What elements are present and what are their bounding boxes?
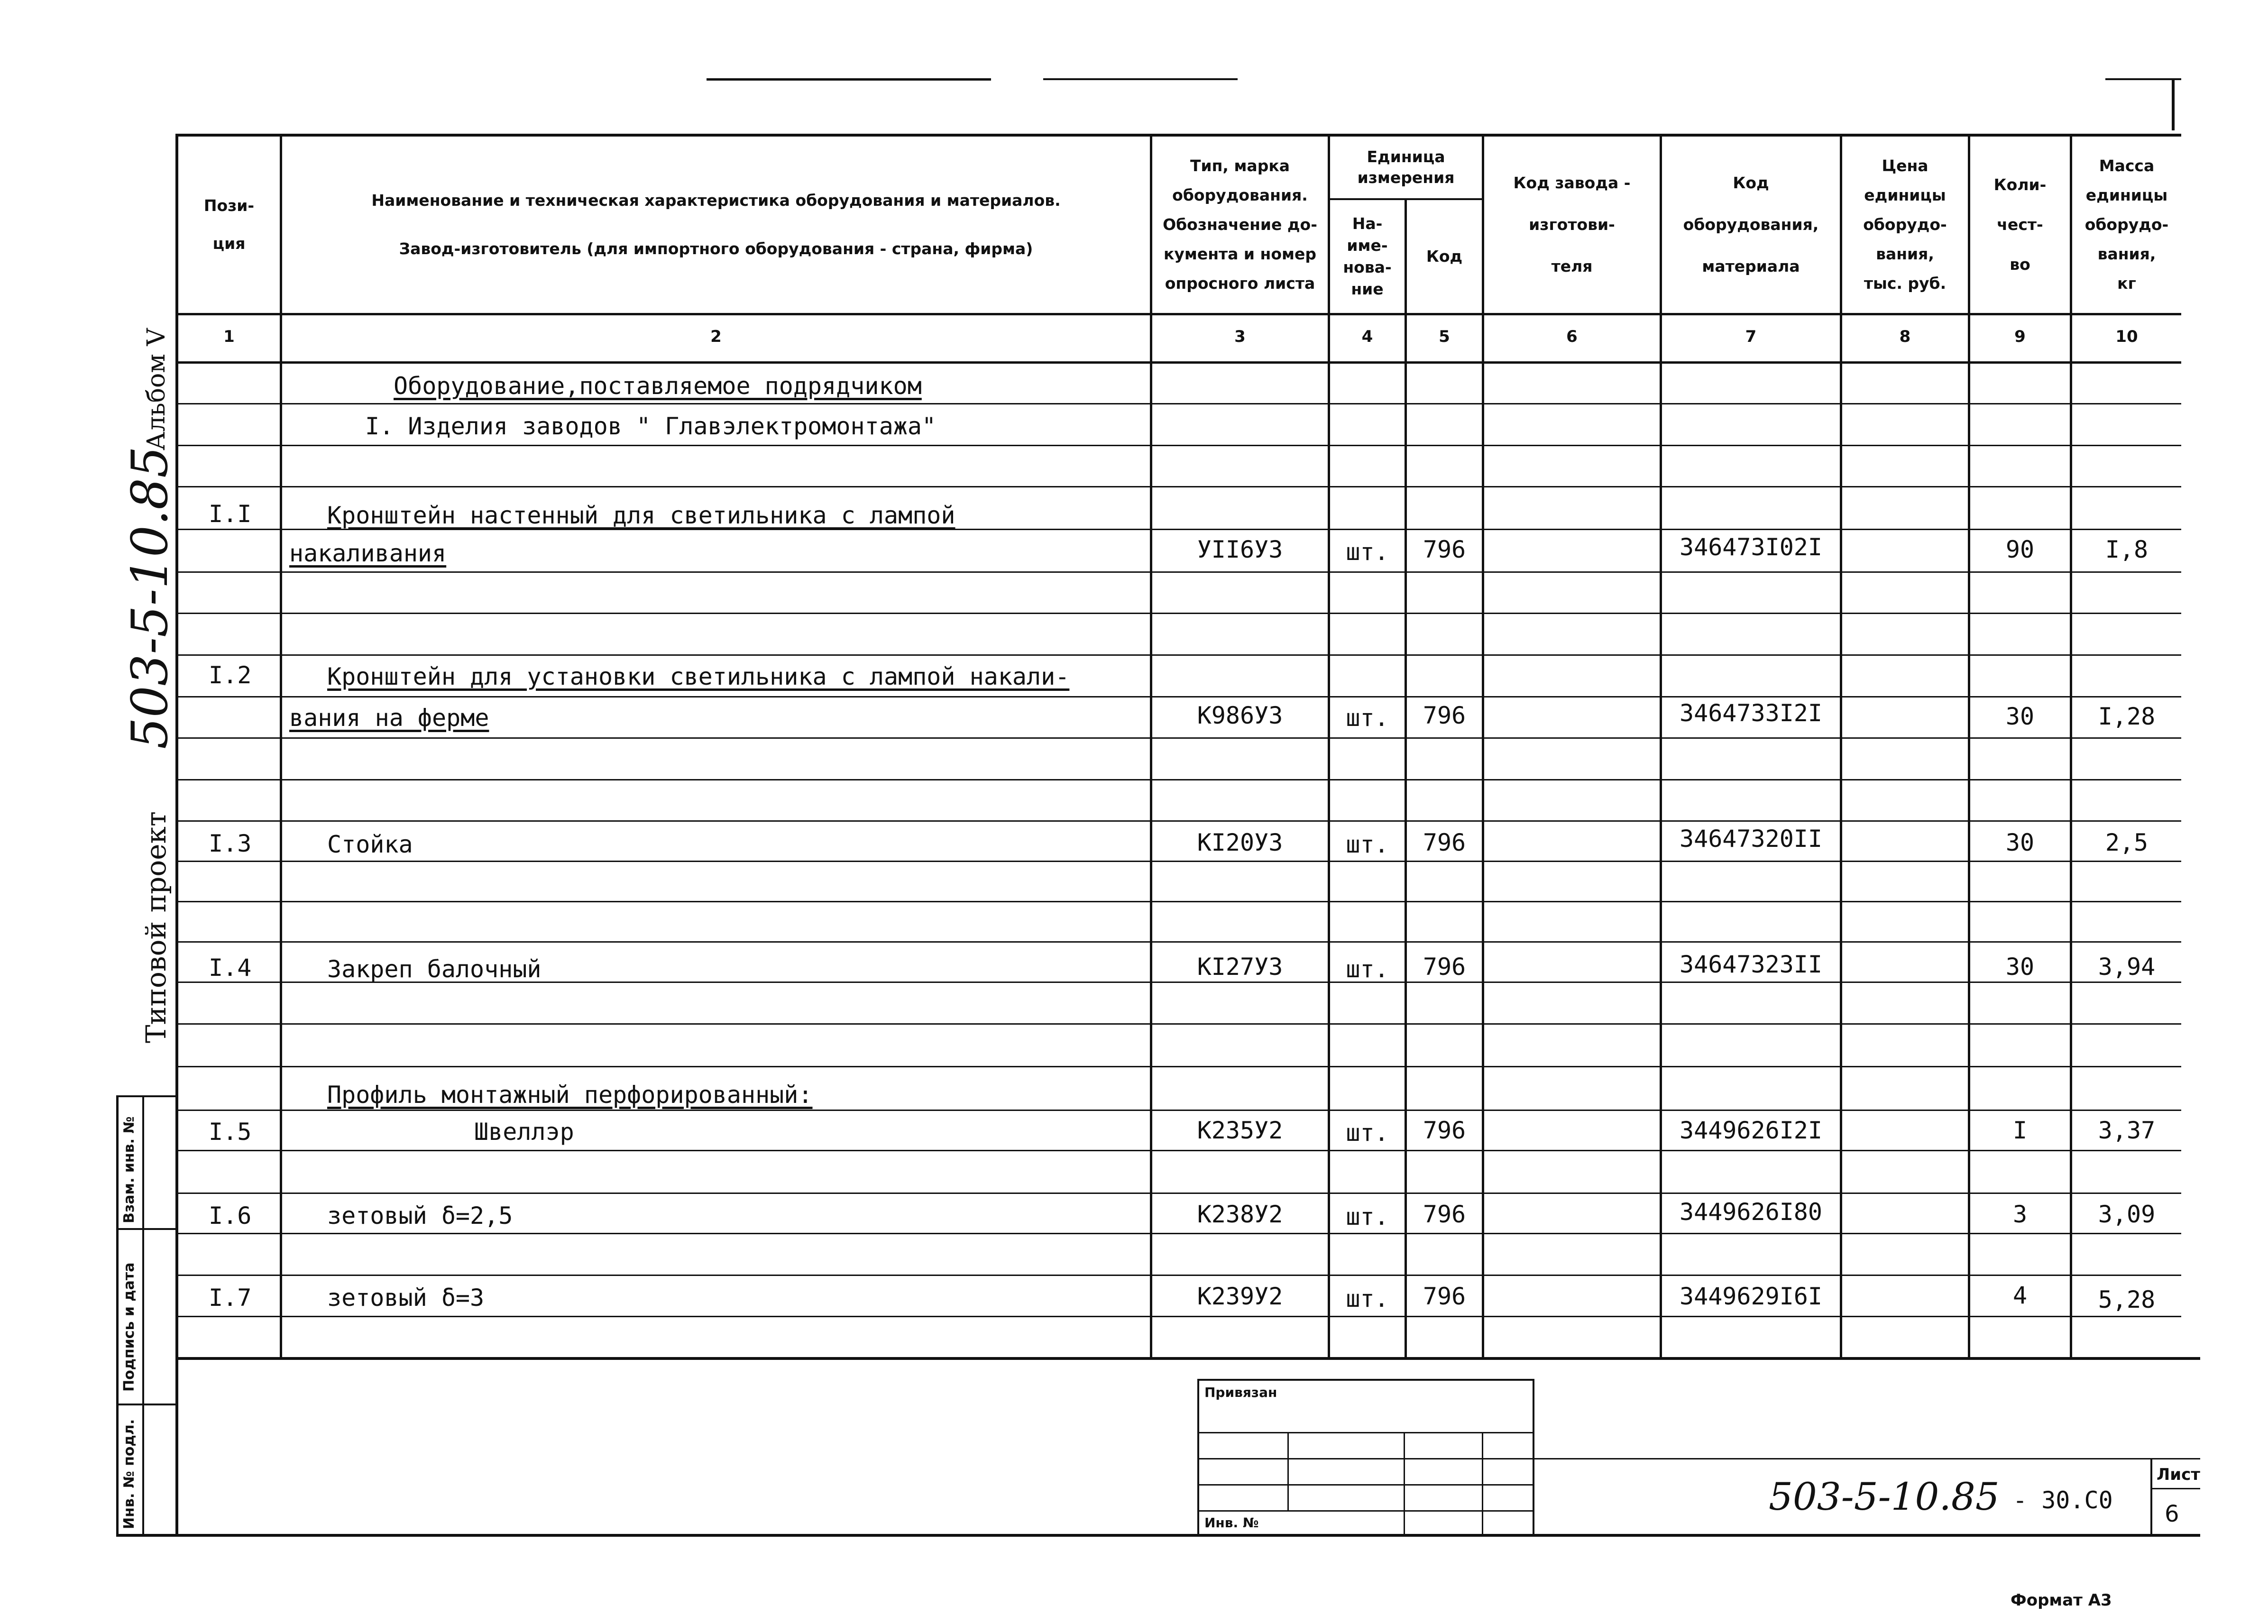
row-line [175, 1110, 2181, 1111]
vline-7 [1840, 134, 1842, 1358]
row-equipment-code: 346473I02I [1679, 533, 1823, 561]
side-frame-left [116, 1095, 119, 1536]
header-col10: Масса единицы оборудо- вания, кг [2084, 156, 2169, 293]
row-unit-code: 796 [1423, 702, 1466, 729]
col-number: 1 [223, 327, 235, 346]
row-position: I.6 [209, 1202, 252, 1229]
row-unit: шт. [1346, 1119, 1389, 1147]
row-line [175, 1275, 2181, 1276]
subsection-title: I. Изделия заводов " Главэлектромонтажа" [365, 413, 937, 440]
row-quantity: I [2012, 1117, 2028, 1144]
stamp-row [1197, 1458, 1534, 1459]
row-position: I.7 [209, 1284, 252, 1312]
header-bottom [175, 313, 2181, 315]
row-line [175, 1066, 2181, 1067]
header-col3: Тип, марка оборудования. Обозначение до- кумента и номер опросного листа [1163, 156, 1317, 293]
row-line [175, 941, 2181, 943]
row-position: I.2 [209, 661, 252, 689]
top-rule-2 [1043, 78, 1238, 80]
row-unit: шт. [1346, 831, 1389, 858]
header-col9: Коли- чест- во [1993, 175, 2047, 274]
row-equipment-code: 34647320II [1679, 825, 1823, 853]
row-mass: I,28 [2098, 703, 2156, 730]
row-type: К238У2 [1197, 1201, 1283, 1228]
header-col1: Пози- ция [203, 196, 255, 253]
stamp-box-right [1533, 1379, 1534, 1535]
row-mass: I,8 [2105, 536, 2149, 563]
vline-9 [2070, 134, 2072, 1358]
sheet-label: Лист [2157, 1465, 2200, 1484]
side-split-2 [116, 1404, 178, 1405]
col-number: 10 [2115, 327, 2138, 346]
row-quantity: 4 [2012, 1282, 2028, 1309]
format-label: Формат А3 [2011, 1591, 2112, 1610]
header-col8: Цена единицы оборудо- вания, тыс. руб. [1863, 156, 1947, 293]
row-line [175, 1150, 2181, 1151]
row-line [175, 403, 2181, 404]
row-unit-code: 796 [1423, 1201, 1466, 1228]
vline-5 [1482, 134, 1484, 1358]
row-line [175, 445, 2181, 446]
sheet-number: 6 [2165, 1501, 2179, 1527]
side-code-handwritten: 503-5-10.85 [121, 446, 179, 749]
row-name-line2: накаливания [289, 540, 447, 567]
row-equipment-code: 3449626I80 [1679, 1198, 1823, 1226]
row-line [175, 571, 2181, 573]
row-unit-code: 796 [1423, 1117, 1466, 1144]
stamp-privyazan: Привязан [1204, 1385, 1277, 1400]
top-rule-1 [707, 78, 991, 81]
row-position: I.3 [209, 830, 252, 857]
row-quantity: 30 [2005, 829, 2035, 856]
vline-1 [280, 134, 282, 1358]
row-name-line2: вания на ферме [289, 704, 489, 732]
stamp-inv-no: Инв. № [1204, 1515, 1259, 1531]
row-mass: 5,28 [2098, 1286, 2156, 1313]
row-unit-code: 796 [1423, 536, 1466, 563]
row-type: К235У2 [1197, 1117, 1283, 1144]
vline-6 [1660, 134, 1662, 1358]
frame-bottom [116, 1534, 2200, 1537]
col-number: 3 [1234, 327, 1246, 346]
side-frame-top [116, 1095, 178, 1097]
top-corner-h [2105, 78, 2181, 80]
row-line [175, 696, 2181, 697]
row-unit: шт. [1346, 955, 1389, 983]
row-quantity: 90 [2005, 536, 2035, 563]
stamp-box-left [1197, 1379, 1199, 1535]
title-line [1534, 1458, 2200, 1459]
row-line [175, 654, 2181, 656]
row-line [175, 820, 2181, 822]
col-number: 7 [1745, 327, 1757, 346]
vline-3 [1328, 134, 1330, 1358]
sheet-box-split [2150, 1488, 2200, 1489]
row-line [175, 737, 2181, 739]
doc-suffix: - 30.С0 [2013, 1486, 2113, 1514]
row-type: КI27У3 [1197, 953, 1283, 981]
row-mass: 2,5 [2105, 829, 2149, 856]
header-col4: На- име- нова- ние [1343, 214, 1392, 298]
row-quantity: 3 [2012, 1201, 2028, 1228]
stamp-col [1287, 1432, 1289, 1510]
header-col7: Код оборудования, материала [1683, 174, 1819, 275]
row-equipment-code: 3449626I2I [1679, 1117, 1823, 1144]
col-number: 5 [1439, 327, 1450, 346]
row-line [175, 613, 2181, 614]
numbers-bottom [175, 361, 2181, 364]
row-type: КI20У3 [1197, 829, 1283, 856]
side-inv: Инв. № подл. [121, 1419, 138, 1529]
header-col6: Код завода - изготови- теля [1513, 174, 1631, 275]
col-number: 8 [1899, 327, 1911, 346]
row-name: Закреп балочный [327, 955, 542, 983]
row-quantity: 30 [2005, 703, 2035, 730]
row-unit-code: 796 [1423, 953, 1466, 981]
row-name: Стойка [327, 831, 413, 858]
top-corner-v [2172, 78, 2175, 130]
section-title: Оборудование,поставляемое подрядчиком [394, 372, 922, 400]
doc-number-handwritten: 503-5-10.85 [1769, 1475, 2000, 1519]
side-album: Альбом V [142, 328, 171, 450]
row-line [175, 1233, 2181, 1234]
col-number: 9 [2014, 327, 2026, 346]
vline-2 [1150, 134, 1152, 1358]
side-frame-mid [142, 1095, 144, 1536]
header-col2-line2: Завод-изготовитель (для импортного оборудования - страна, фирма) [399, 239, 1033, 258]
stamp-row [1197, 1432, 1534, 1433]
row-name-line1: Кронштейн для установки светильника с лампой накали- [327, 663, 1070, 690]
row-mass: 3,94 [2098, 953, 2156, 981]
side-split-1 [116, 1228, 178, 1230]
table-bottom [175, 1357, 2200, 1360]
row-line [175, 861, 2181, 862]
row-position: I.I [209, 500, 252, 528]
stamp-row [1197, 1510, 1534, 1512]
stamp-col [1404, 1432, 1405, 1534]
col-number: 2 [710, 327, 722, 346]
header-unit-group: Единица измерения [1357, 147, 1455, 187]
vline-4 [1405, 198, 1407, 1358]
profile-title: Профиль монтажный перфорированный: [327, 1081, 813, 1109]
row-equipment-code: 3449629I6I [1679, 1283, 1823, 1310]
row-quantity: 30 [2005, 953, 2035, 981]
row-line [175, 1193, 2181, 1194]
row-name: зетовый δ=3 [327, 1284, 485, 1312]
row-unit: шт. [1346, 1203, 1389, 1230]
header-col2 [282, 137, 1150, 313]
stamp-box-top [1197, 1379, 1534, 1381]
col-number: 4 [1361, 327, 1373, 346]
row-name: Швеллэр [474, 1118, 574, 1146]
col-number: 6 [1566, 327, 1578, 346]
row-name-line1: Кронштейн настенный для светильника с лампой [327, 502, 955, 529]
vline-8 [1968, 134, 1970, 1358]
row-equipment-code: 34647323II [1679, 951, 1823, 978]
row-line [175, 1316, 2181, 1317]
row-mass: 3,09 [2098, 1201, 2156, 1228]
row-unit-code: 796 [1423, 829, 1466, 856]
row-name: зетовый δ=2,5 [327, 1202, 513, 1229]
row-equipment-code: 3464733I2I [1679, 699, 1823, 727]
row-unit: шт. [1346, 1285, 1389, 1312]
row-position: I.4 [209, 954, 252, 982]
row-unit: шт. [1346, 704, 1389, 732]
stamp-col [1482, 1432, 1483, 1534]
side-project: Типовой проект [140, 811, 172, 1043]
row-position: I.5 [209, 1118, 252, 1146]
row-type: К986У3 [1197, 702, 1283, 729]
sheet-box-left [2150, 1458, 2152, 1536]
row-mass: 3,37 [2098, 1117, 2156, 1144]
row-type: УII6У3 [1197, 536, 1283, 563]
row-line [175, 901, 2181, 902]
row-unit: шт. [1346, 538, 1389, 566]
side-vzam: Взам. инв. № [121, 1116, 138, 1223]
row-type: К239У2 [1197, 1283, 1283, 1310]
stamp-row [1197, 1484, 1534, 1486]
row-line [175, 486, 2181, 487]
side-podpis: Подпись и дата [121, 1262, 138, 1392]
header-col2-line1: Наименование и техническая характеристика оборудования и материалов. [371, 191, 1061, 210]
header-col5: Код [1426, 247, 1463, 266]
row-unit-code: 796 [1423, 1283, 1466, 1310]
row-line [175, 779, 2181, 780]
row-line [175, 1023, 2181, 1025]
